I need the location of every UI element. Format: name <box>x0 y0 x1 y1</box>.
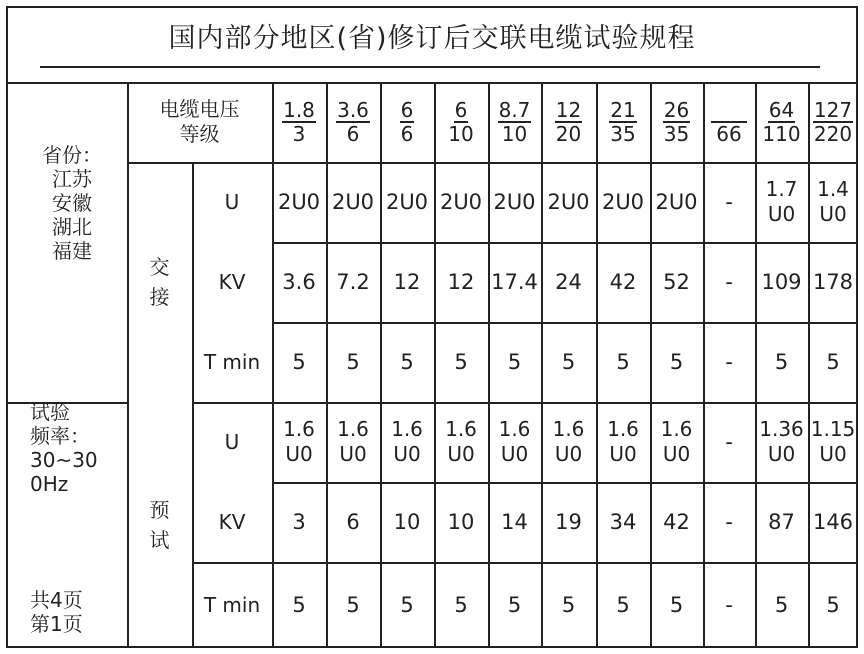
value-cell <box>808 322 858 402</box>
value-cell <box>272 562 326 648</box>
value-text <box>775 593 788 617</box>
value-text <box>826 350 839 374</box>
value-cell <box>326 322 380 402</box>
value-text <box>670 593 683 617</box>
voltage-denominator: 66 <box>716 122 742 146</box>
province-list <box>22 143 122 263</box>
parameter-name: T min <box>203 593 261 617</box>
value-cell <box>488 562 541 648</box>
value-line: 1.6 <box>607 417 639 441</box>
value-cell <box>380 402 434 482</box>
value-cell <box>326 402 380 482</box>
frequency-line: 试验 <box>30 400 70 424</box>
value-cell <box>703 322 755 402</box>
voltage-numerator <box>711 99 747 123</box>
value-cell <box>434 162 488 242</box>
value-line: 2U0 <box>547 190 590 214</box>
value-cell <box>488 322 541 402</box>
frequency-line: 频率： <box>30 424 90 448</box>
value-cell <box>541 562 596 648</box>
value-line: 42 <box>609 270 637 294</box>
value-line: 1.6 <box>552 417 585 441</box>
value-line: 3.6 <box>282 270 316 294</box>
value-text <box>454 593 467 617</box>
value-text <box>725 350 733 374</box>
value-cell <box>808 242 858 322</box>
voltage-grade-cell <box>380 82 434 162</box>
value-line: 19 <box>555 510 582 534</box>
section-label-text <box>150 495 170 555</box>
parameter-name: U <box>224 430 240 454</box>
value-line: 2U0 <box>385 190 429 214</box>
voltage-grade-cell <box>808 82 858 162</box>
voltage-grade-cell <box>541 82 596 162</box>
parameter-name: KV <box>218 510 246 534</box>
value-line: 178 <box>812 270 854 294</box>
voltage-denominator: 3 <box>292 122 306 146</box>
value-cell <box>272 242 326 322</box>
value-line: 2U0 <box>655 190 698 214</box>
value-text <box>448 510 475 534</box>
value-cell <box>434 562 488 648</box>
value-text <box>663 510 690 534</box>
value-cell <box>596 562 650 648</box>
parameter-label <box>192 162 272 242</box>
value-line: - <box>725 593 733 617</box>
value-cell <box>650 562 703 648</box>
value-cell <box>808 402 858 482</box>
value-text <box>499 417 531 467</box>
value-text <box>616 350 629 374</box>
value-text <box>454 350 467 374</box>
voltage-numerator: 3.6 <box>337 98 369 122</box>
value-cell <box>380 562 434 648</box>
value-text <box>346 593 359 617</box>
frequency-line: 0Hz <box>30 472 69 496</box>
value-line: 3 <box>292 510 306 534</box>
value-line: 5 <box>616 350 630 374</box>
value-line: 34 <box>609 510 637 534</box>
value-cell <box>755 482 808 562</box>
value-cell <box>596 162 650 242</box>
value-cell <box>434 322 488 402</box>
value-text <box>491 270 538 294</box>
value-cell <box>272 482 326 562</box>
voltage-grade-cell <box>272 82 326 162</box>
value-cell <box>272 322 326 402</box>
value-cell <box>541 162 596 242</box>
value-text <box>661 417 693 467</box>
value-line: 5 <box>774 350 789 374</box>
value-line: - <box>725 350 733 374</box>
value-cell <box>434 482 488 562</box>
value-text <box>278 190 320 214</box>
section-label <box>127 402 192 648</box>
value-line: 5 <box>346 593 360 617</box>
value-text <box>725 510 733 534</box>
value-text <box>725 593 733 617</box>
value-line: 1.36 <box>759 417 804 441</box>
value-text <box>501 510 528 534</box>
parameter-name: T min <box>203 350 261 374</box>
voltage-numerator: 127 <box>813 98 853 122</box>
value-text <box>670 350 683 374</box>
voltage-label-line2: 等级 <box>179 122 220 146</box>
value-text <box>346 510 359 534</box>
value-text <box>813 270 853 294</box>
value-line: U0 <box>339 442 367 466</box>
value-line: 87 <box>768 510 795 534</box>
value-cell <box>541 402 596 482</box>
voltage-grade-cell <box>703 82 755 162</box>
value-line: 2U0 <box>601 190 645 214</box>
value-line: - <box>725 430 733 454</box>
value-cell <box>326 242 380 322</box>
value-cell <box>650 162 703 242</box>
value-cell <box>808 162 858 242</box>
value-line: 10 <box>447 510 475 534</box>
value-line: 5 <box>292 350 306 374</box>
test-frequency <box>30 400 124 496</box>
voltage-fraction <box>609 99 636 145</box>
section-label <box>127 162 192 402</box>
voltage-numerator: 6 <box>400 98 414 122</box>
value-text <box>292 350 305 374</box>
value-line: U0 <box>767 202 796 226</box>
value-line: 5 <box>774 593 789 617</box>
provinces-label: 省份： <box>42 143 102 167</box>
value-line: U0 <box>393 442 421 466</box>
value-cell <box>326 162 380 242</box>
parameter-name: U <box>224 190 240 214</box>
value-line: 2U0 <box>331 190 375 214</box>
value-line: U0 <box>447 442 475 466</box>
value-line: 1.6 <box>283 417 315 441</box>
value-line: 1.15 <box>810 417 856 441</box>
value-text <box>553 417 585 467</box>
value-text <box>813 510 853 534</box>
voltage-denominator: 35 <box>610 122 636 146</box>
value-cell <box>380 322 434 402</box>
voltage-fraction <box>813 99 853 145</box>
voltage-numerator: 64 <box>768 98 795 122</box>
value-cell <box>808 482 858 562</box>
value-text <box>400 350 413 374</box>
value-line: 5 <box>454 350 468 374</box>
page-line: 第1页 <box>30 612 83 636</box>
value-cell <box>650 242 703 322</box>
value-line: U0 <box>609 442 637 466</box>
value-line: 12 <box>447 270 475 294</box>
value-text <box>775 350 788 374</box>
value-line: 5 <box>669 593 684 617</box>
voltage-fraction <box>555 99 582 145</box>
parameter-label <box>192 482 272 562</box>
voltage-denominator: 20 <box>555 122 582 146</box>
parameter-label <box>192 562 272 648</box>
value-text <box>440 190 482 214</box>
value-cell <box>650 482 703 562</box>
value-cell <box>755 402 808 482</box>
voltage-denominator: 10 <box>501 122 528 146</box>
voltage-numerator: 6 <box>454 98 468 122</box>
value-text <box>555 510 582 534</box>
value-line: 1.6 <box>660 417 693 441</box>
value-cell <box>703 242 755 322</box>
value-line: U0 <box>819 202 847 226</box>
value-text <box>811 417 856 467</box>
section-label-char: 接 <box>149 285 170 309</box>
value-line: 1.7 <box>765 177 798 201</box>
value-line: U0 <box>285 442 313 466</box>
value-text <box>610 510 637 534</box>
value-cell <box>380 162 434 242</box>
value-line: 5 <box>454 593 468 617</box>
value-cell <box>596 322 650 402</box>
voltage-fraction <box>498 99 532 145</box>
value-line: 6 <box>346 510 360 534</box>
value-cell <box>541 482 596 562</box>
value-line: 52 <box>663 270 690 294</box>
value-line: 5 <box>561 350 576 374</box>
value-line: 14 <box>501 510 528 534</box>
value-line: 1.4 <box>817 177 849 201</box>
value-cell <box>380 242 434 322</box>
value-cell <box>596 402 650 482</box>
voltage-grade-label <box>127 82 272 162</box>
value-line: U0 <box>767 442 796 466</box>
voltage-numerator: 8.7 <box>498 98 531 122</box>
value-line: 1.6 <box>337 417 369 441</box>
value-text <box>346 350 359 374</box>
value-cell <box>755 162 808 242</box>
value-cell <box>755 322 808 402</box>
value-cell <box>488 162 541 242</box>
value-line: 5 <box>507 593 522 617</box>
value-line: 2U0 <box>439 190 483 214</box>
section-label-char: 预 <box>149 498 170 522</box>
value-cell <box>541 242 596 322</box>
value-cell <box>703 562 755 648</box>
page-indicator <box>30 588 124 636</box>
value-line: 1.6 <box>445 417 477 441</box>
value-cell <box>596 242 650 322</box>
value-text <box>394 270 421 294</box>
voltage-grade-cell <box>326 82 380 162</box>
value-text <box>292 593 305 617</box>
value-line: 42 <box>663 510 690 534</box>
value-text <box>766 177 798 227</box>
value-cell <box>434 242 488 322</box>
voltage-fraction <box>711 99 747 145</box>
value-text <box>547 190 589 214</box>
frequency-line: 30~30 <box>30 448 98 472</box>
voltage-grade-cell <box>755 82 808 162</box>
province-name: 福建 <box>52 239 92 263</box>
value-line: 5 <box>826 350 840 374</box>
value-line: U0 <box>554 442 583 466</box>
value-cell <box>703 162 755 242</box>
value-text <box>337 417 369 467</box>
voltage-denominator: 6 <box>346 122 360 146</box>
voltage-numerator: 12 <box>555 98 582 122</box>
voltage-fraction <box>336 99 370 145</box>
value-line: 5 <box>400 350 414 374</box>
voltage-denominator: 35 <box>663 122 690 146</box>
value-text <box>508 350 521 374</box>
value-text <box>761 270 801 294</box>
value-line: 10 <box>393 510 421 534</box>
voltage-fraction <box>448 99 473 145</box>
value-line: 5 <box>826 593 840 617</box>
province-name: 江苏 <box>52 167 92 191</box>
value-cell <box>703 402 755 482</box>
value-line: 5 <box>292 593 306 617</box>
value-line: 1.6 <box>391 417 423 441</box>
value-line: 109 <box>761 270 802 294</box>
value-cell <box>326 562 380 648</box>
value-line: - <box>725 510 733 534</box>
value-text <box>826 593 839 617</box>
value-line: 5 <box>616 593 630 617</box>
voltage-grade-cell <box>434 82 488 162</box>
voltage-grade-cell <box>650 82 703 162</box>
value-cell <box>434 402 488 482</box>
value-cell <box>808 562 858 648</box>
voltage-denominator: 220 <box>813 122 853 146</box>
value-text <box>332 190 374 214</box>
value-line: 24 <box>555 270 582 294</box>
value-text <box>448 270 475 294</box>
province-name: 安徽 <box>52 191 92 215</box>
value-line: 12 <box>393 270 421 294</box>
value-line: 5 <box>400 593 414 617</box>
value-cell <box>272 162 326 242</box>
value-line: - <box>725 190 733 214</box>
value-line: U0 <box>500 442 529 466</box>
value-text <box>759 417 804 467</box>
voltage-label-line1: 电缆电压 <box>159 97 240 121</box>
value-text <box>493 190 535 214</box>
value-line: 5 <box>346 350 360 374</box>
voltage-numerator: 21 <box>610 98 636 122</box>
voltage-denominator: 6 <box>400 122 414 146</box>
value-cell <box>703 482 755 562</box>
value-cell <box>326 482 380 562</box>
value-cell <box>755 562 808 648</box>
voltage-fraction <box>282 99 316 145</box>
value-text <box>725 190 733 214</box>
page-title: 国内部分地区(省)修订后交联电缆试验规程 <box>168 23 696 54</box>
value-text <box>391 417 423 467</box>
parameter-label <box>192 322 272 402</box>
value-line: 5 <box>669 350 684 374</box>
parameter-label <box>192 242 272 322</box>
value-cell <box>755 242 808 322</box>
value-text <box>386 190 428 214</box>
value-text <box>607 417 639 467</box>
voltage-fraction <box>762 99 800 145</box>
value-line: 146 <box>812 510 854 534</box>
value-line: U0 <box>819 442 847 466</box>
voltage-denominator: 110 <box>762 122 801 146</box>
value-text <box>445 417 477 467</box>
value-text <box>336 270 369 294</box>
value-text <box>616 593 629 617</box>
value-text <box>725 270 733 294</box>
value-cell <box>380 482 434 562</box>
value-cell <box>650 402 703 482</box>
value-text <box>663 270 690 294</box>
value-line: 5 <box>561 593 576 617</box>
voltage-fraction <box>400 99 415 145</box>
value-text <box>292 510 305 534</box>
section-label-char: 交 <box>149 255 170 279</box>
voltage-grade-label-text <box>160 97 240 147</box>
value-line: 7.2 <box>336 270 370 294</box>
value-line: - <box>725 270 733 294</box>
voltage-denominator: 10 <box>448 122 474 146</box>
value-cell <box>596 482 650 562</box>
parameter-label <box>192 402 272 482</box>
voltage-fraction <box>663 99 690 145</box>
value-cell <box>488 402 541 482</box>
voltage-grade-cell <box>488 82 541 162</box>
value-text <box>562 350 575 374</box>
value-line: 1.6 <box>498 417 531 441</box>
voltage-numerator: 26 <box>663 98 690 122</box>
value-cell <box>272 402 326 482</box>
value-text <box>508 593 521 617</box>
section-label-char: 试 <box>149 528 170 552</box>
value-line: 17.4 <box>491 270 538 294</box>
province-name: 湖北 <box>52 215 92 239</box>
value-text <box>282 270 315 294</box>
value-line: U0 <box>662 442 691 466</box>
value-line: 2U0 <box>493 190 536 214</box>
value-text <box>400 593 413 617</box>
parameter-name: KV <box>218 270 246 294</box>
value-text <box>655 190 697 214</box>
value-cell <box>488 482 541 562</box>
value-line: 2U0 <box>277 190 321 214</box>
title-divider <box>40 66 820 68</box>
value-text <box>555 270 582 294</box>
value-text <box>610 270 637 294</box>
value-text <box>817 177 849 227</box>
value-text <box>768 510 795 534</box>
value-text <box>725 430 733 454</box>
value-text <box>602 190 644 214</box>
voltage-numerator: 1.8 <box>283 98 315 122</box>
value-text <box>394 510 421 534</box>
value-line: 5 <box>507 350 522 374</box>
value-text <box>562 593 575 617</box>
section-label-text <box>150 252 170 312</box>
value-cell <box>541 322 596 402</box>
page-line: 共4页 <box>30 588 83 612</box>
value-text <box>283 417 315 467</box>
value-cell <box>488 242 541 322</box>
voltage-grade-cell <box>596 82 650 162</box>
value-cell <box>650 322 703 402</box>
